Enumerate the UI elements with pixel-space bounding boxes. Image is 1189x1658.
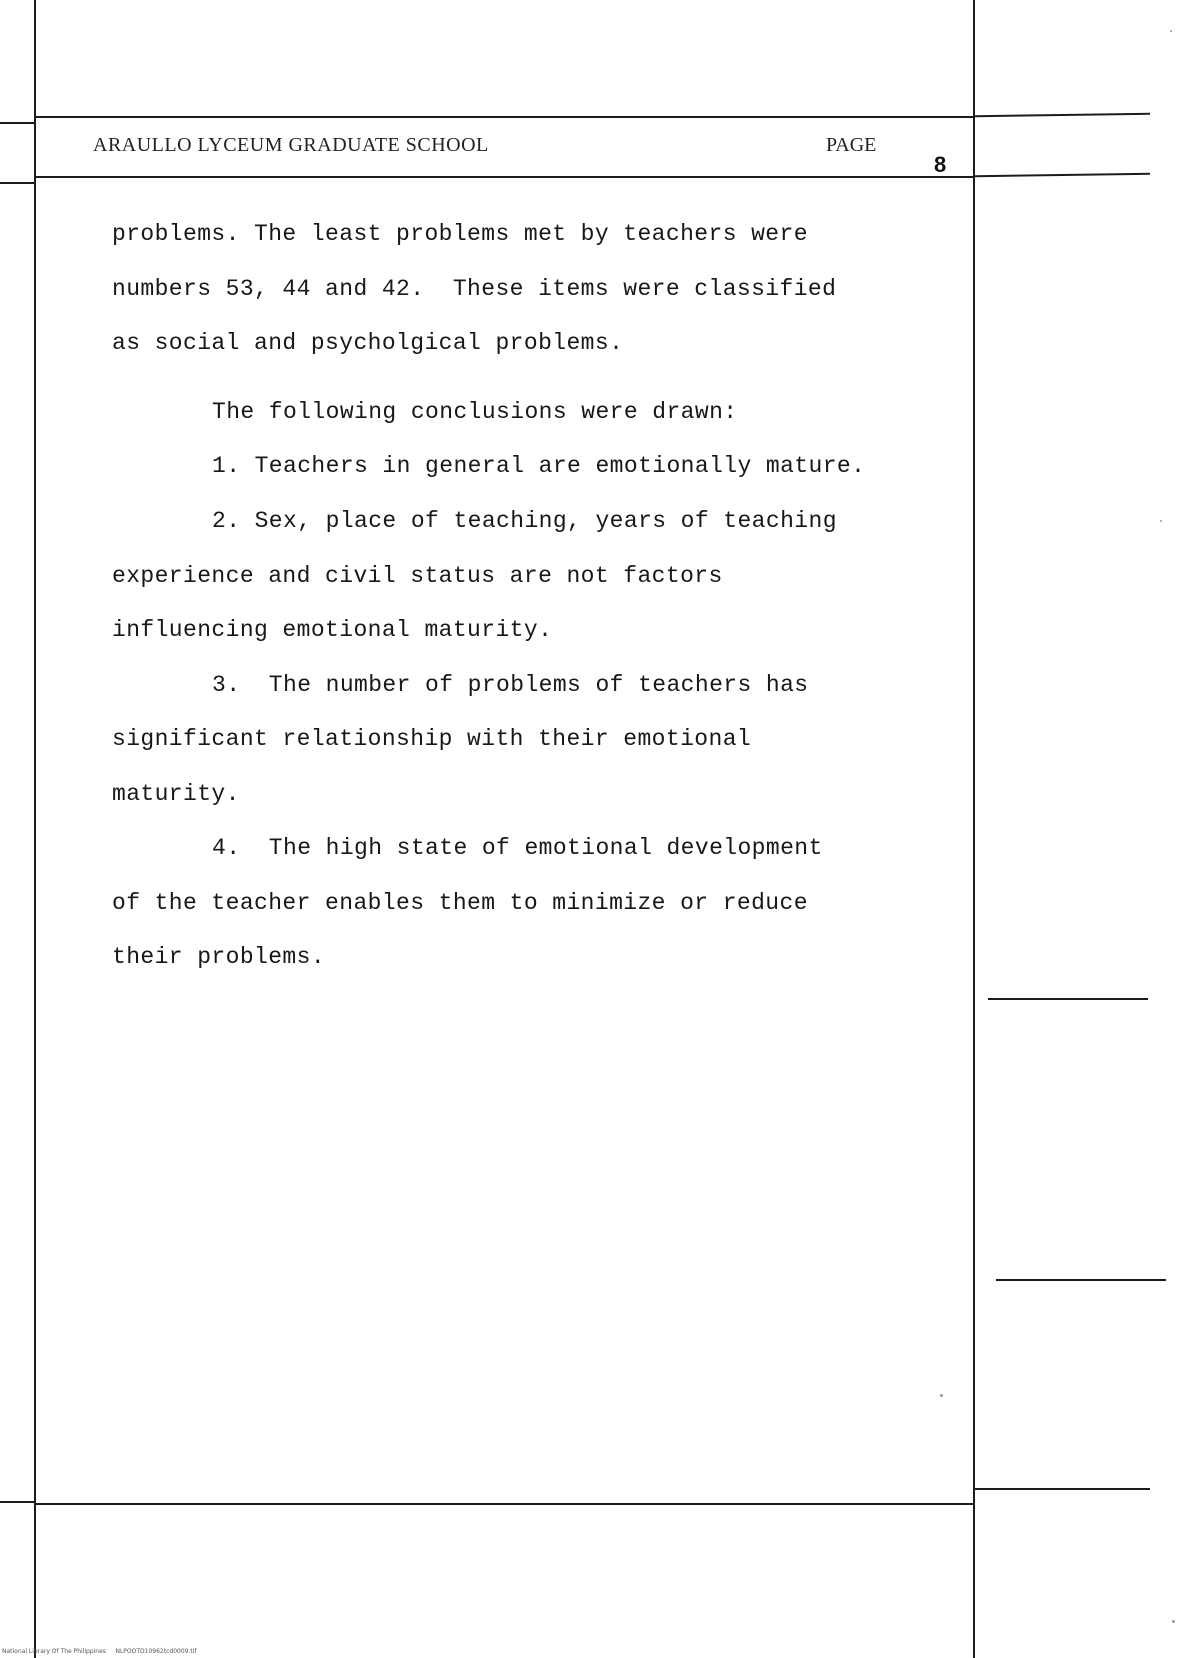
school-name: ARAULLO LYCEUM GRADUATE SCHOOL [93,134,489,156]
scan-footer-note: National Library Of The Philippines NLPOOTD10962tcd0009.tif [2,1648,197,1655]
page-label: PAGE [826,134,877,156]
text-line: 3. The number of problems of teachers has [212,672,809,698]
text-line: 4. The high state of emotional development [212,835,823,861]
text-line: experience and civil status are not factors [112,563,723,589]
right-stub-rule [975,1488,1150,1490]
text-line: significant relationship with their emotional [112,726,752,752]
right-margin-rule [973,0,975,1658]
scan-speck [1172,1620,1175,1623]
bottom-rule [34,1503,975,1505]
text-line: The following conclusions were drawn: [212,399,738,425]
right-stub-rule [975,173,1150,177]
text-line: influencing emotional maturity. [112,617,553,643]
left-margin-rule [34,0,36,1658]
text-line: numbers 53, 44 and 42. These items were classified [112,276,837,302]
text-line: as social and psycholgical problems. [112,330,624,356]
text-line: 2. Sex, place of teaching, years of teaching [212,508,837,534]
left-stub-rule [0,182,34,184]
text-line: problems. The least problems met by teachers were [112,221,808,247]
text-line: of the teacher enables them to minimize or reduce [112,890,808,916]
scan-speck [940,1394,943,1397]
right-stub-rule [988,998,1148,1000]
right-stub-rule [996,1279,1166,1281]
left-stub-rule [0,122,34,124]
header-bottom-rule [34,176,975,178]
text-line: their problems. [112,944,326,970]
page-number: 8 [934,152,947,177]
left-stub-rule [0,1501,34,1503]
scan-speck [1160,520,1162,522]
text-line: 1. Teachers in general are emotionally mature. [212,453,866,479]
right-stub-rule [975,113,1150,117]
scan-speck [1170,30,1172,32]
header-top-rule [34,116,975,118]
text-line: maturity. [112,781,240,807]
